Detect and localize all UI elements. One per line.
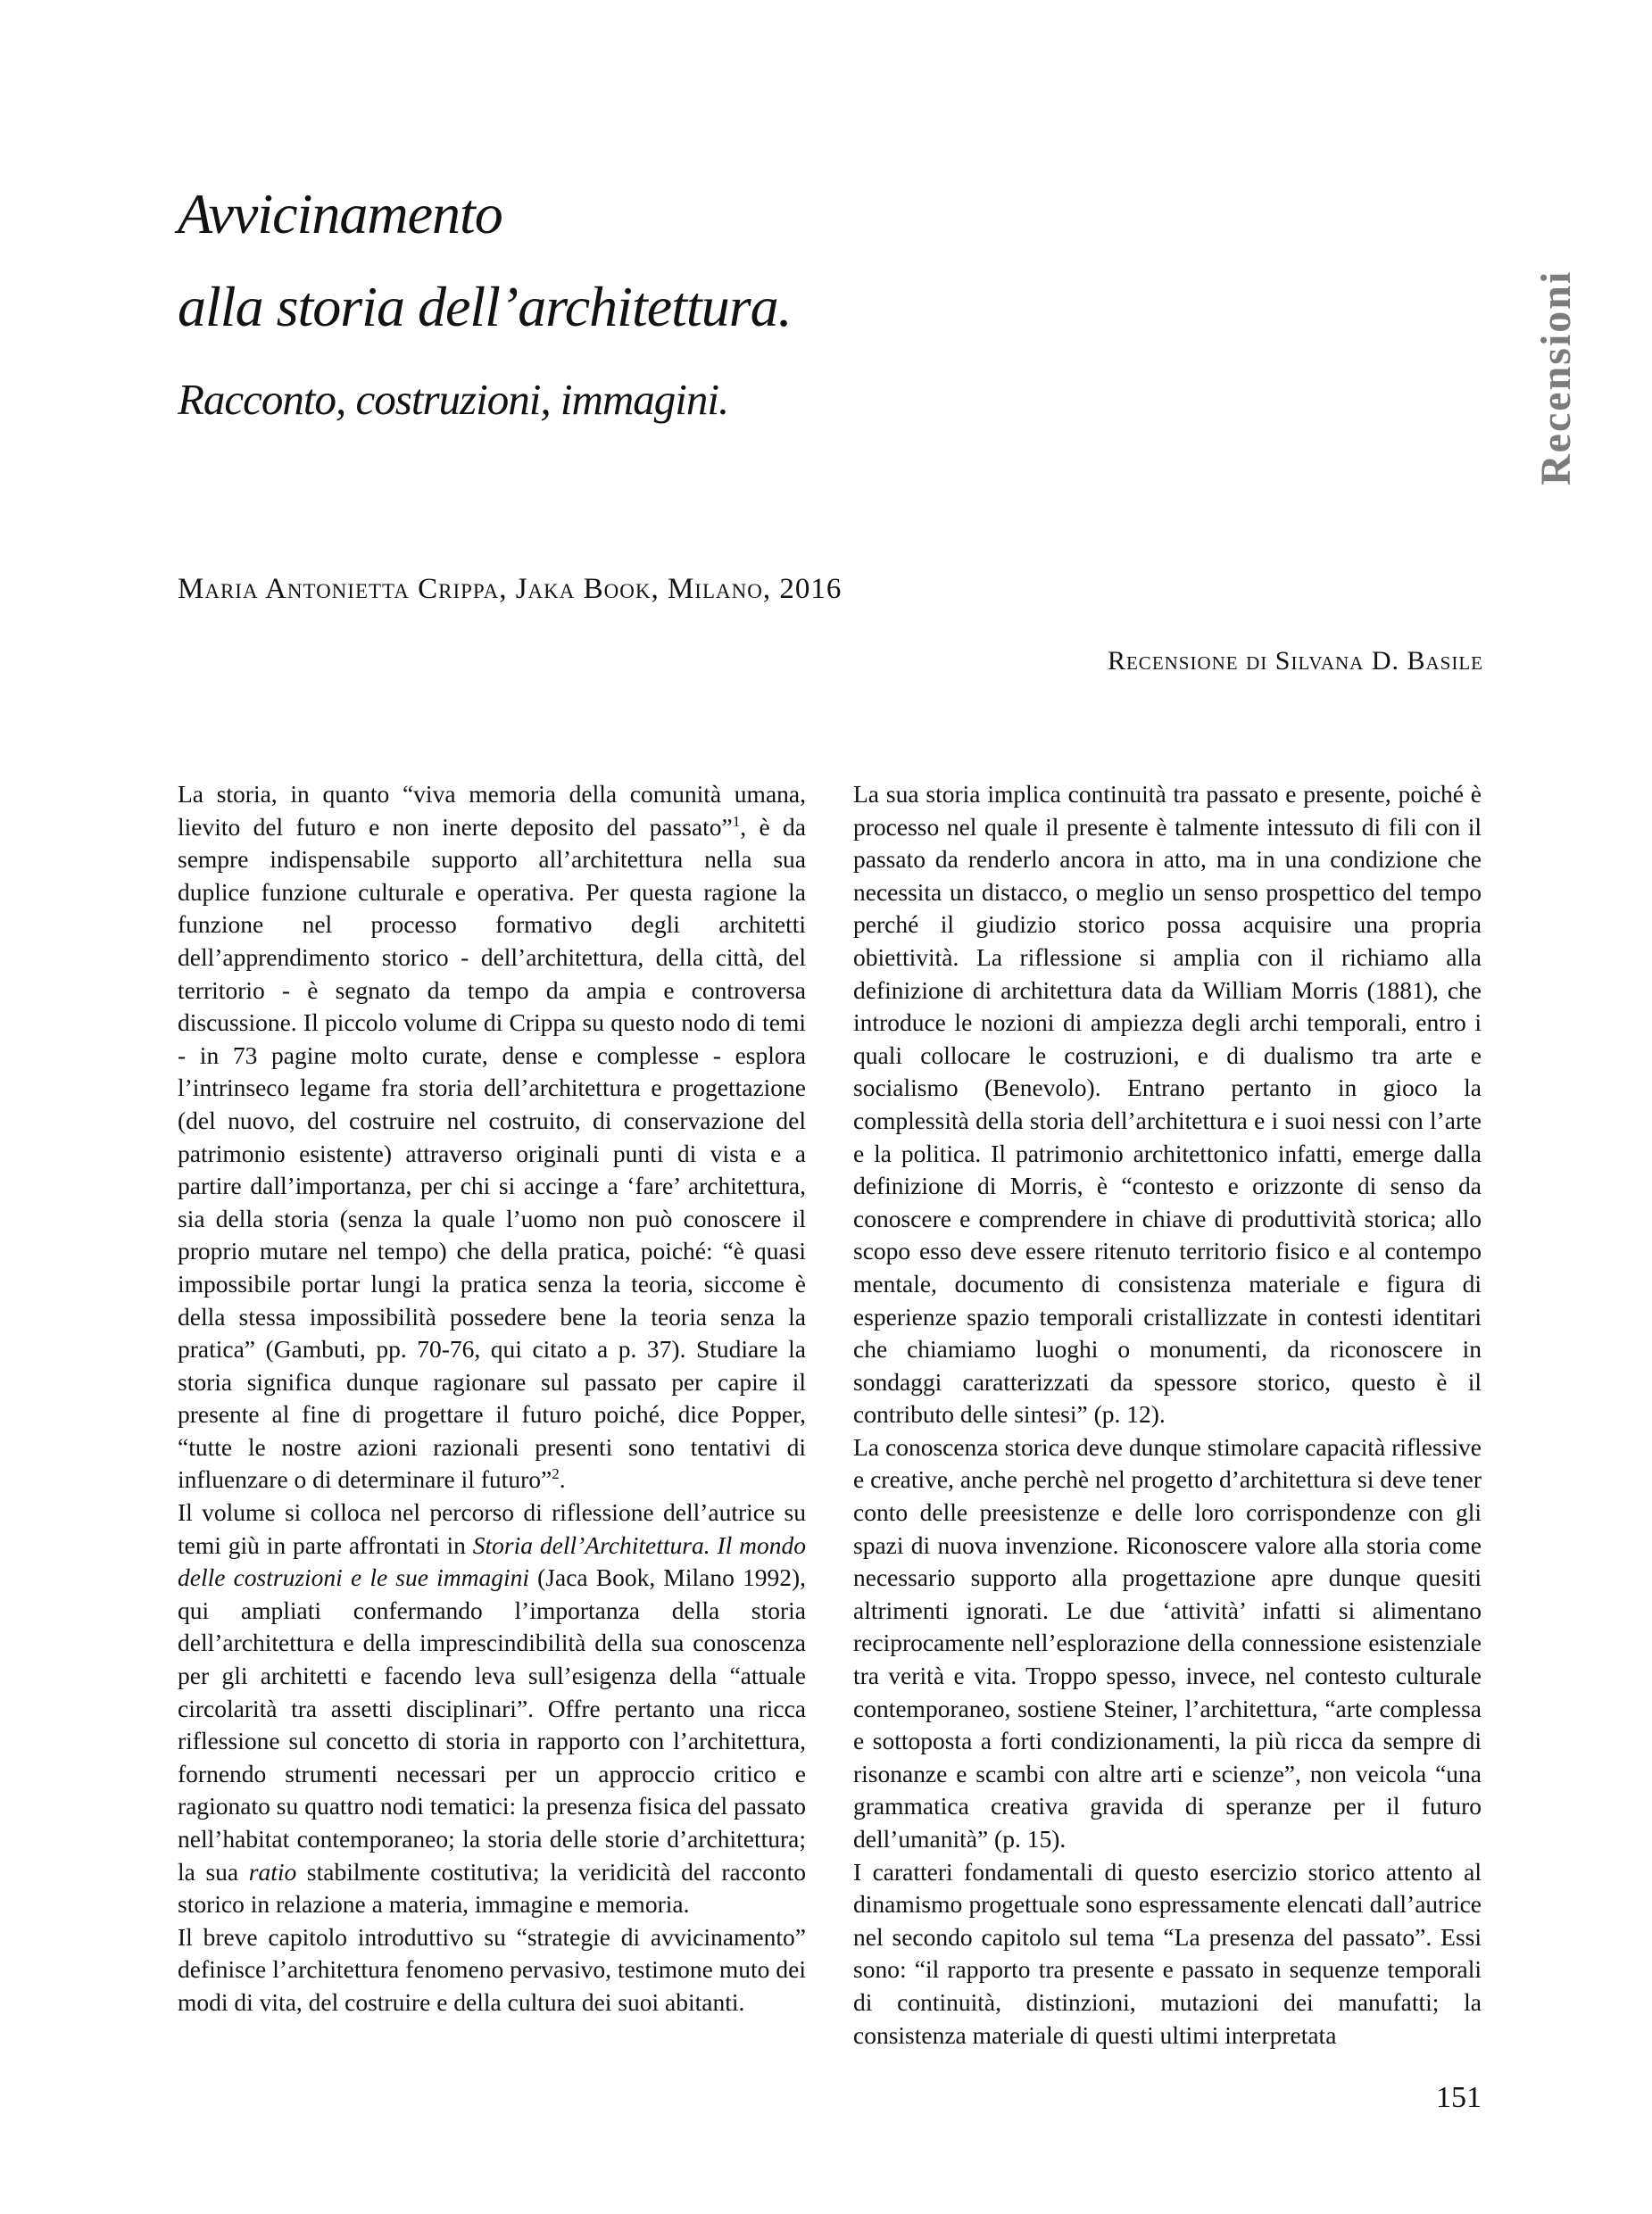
section-label-vertical: Recensioni <box>1532 269 1580 485</box>
text-segment: La storia, in quanto “viva memoria della comunità umana, lievito del futuro e non inerte deposito del passato” <box>178 780 806 841</box>
body-paragraph <box>853 778 1482 1431</box>
footnote-marker: 1 <box>732 812 741 830</box>
book-title-line-1: Avvicinamento <box>178 182 502 245</box>
text-segment: ratio <box>248 1857 297 1886</box>
book-subtitle: Racconto, costruzioni, immagini. <box>178 375 729 424</box>
body-paragraph <box>178 1497 806 1921</box>
text-segment: La sua storia implica continuità tra passato e presente, poiché è processo nel quale il presente è talmente intessuto di fili con il passato da renderlo ancora in atto, ma in una condizione che necessita un distacco, o meglio un senso prospettico del tempo perché il giudizio storico possa acquisire una propria obiettività. La riflessione si amplia con il richiamo alla definizione di architettura data da William Morris (1881), che introduce le nozioni di ampiezza degli archi temporali, entro i quali collocare le costruzioni, e di dualismo tra arte e socialismo (Benevolo). Entrano pertanto in gioco la complessità della storia dell’architettura e i suoi nessi con l’arte e la politica. Il patrimonio architettonico infatti, emerge dalla definizione di Morris, è “contesto e orizzonte di senso da conoscere e comprendere in chiave di produttività storica; allo scopo esso deve essere ritenuto territorio fisico e al contempo mentale, documento di consistenza materiale e figura di esperienze spazio temporali cristallizzate in contesti identitari che chiamiamo luoghi o monumenti, da riconoscere in sondaggi caratterizzati da spessore storico, questo è il contributo delle sintesi” (p. 12). <box>853 780 1482 1429</box>
body-paragraph <box>853 1856 1482 2052</box>
text-segment: stabilmente costitutiva; la veridicità del racconto storico in relazione a materia, immagine e memoria. <box>178 1857 806 1919</box>
text-segment: Storia dell’Architettura. Il mondo delle costruzioni e le sue immagini <box>178 1530 806 1592</box>
text-segment: . <box>559 1465 566 1494</box>
body-paragraph <box>178 778 806 1497</box>
text-segment: , è da sempre indispensabile supporto all’architettura nella sua duplice funzione culturale e operativa. Per questa ragione la funzione nel processo formativo degli architetti dell’apprendimento storico - dell’architettura, della città, del territorio - è segnato da tempo da ampia e controversa discussione. Il piccolo volume di Crippa su questo nodo di temi - in 73 pagine molto curate, dense e complesse - esplora l’intrinseco legame fra storia dell’architettura e progettazione (del nuovo, del costruire nel costruito, di conservazione del patrimonio esistente) attraverso originali punti di vista e a partire dall’importanza, per chi si accinge a ‘fare’ architettura, sia della storia (senza la quale l’uomo non può conoscere il proprio mutare nel tempo) che della pratica, poiché: “è quasi impossibile portar lungi la pratica senza la teoria, siccome è della stessa impossibilità possedere bene la teoria senza la pratica” (Gambuti, pp. 70-76, qui citato a p. 37). Studiare la storia significa dunque ragionare sul passato per capire il presente al fine di progettare il futuro poiché, dice Popper, “tutte le nostre azioni razionali presenti sono tentativi di influenzare o di determinare il futuro” <box>178 812 806 1494</box>
text-segment: Il breve capitolo introduttivo su “strategie di avvicinamento” definisce l’architettura fenomeno pervasivo, testimone muto dei modi di vita, del costruire e della cultura dei suoi abitanti. <box>178 1922 806 2016</box>
book-title-line-2: alla storia dell’architettura. <box>178 275 792 338</box>
body-paragraph <box>178 1921 806 2019</box>
text-segment: (Jaca Book, Milano 1992), qui ampliati confermando l’importanza della storia dell’architettura e della imprescindibilità della sua conoscenza per gli architetti e facendo leva sull’esigenza della “attuale circolarità tra assetti disciplinari”. Offre pertanto una ricca riflessione sul concetto di storia in rapporto con l’architettura, fornendo strumenti necessari per un approccio critico e ragionato su quattro nodi tematici: la presenza fisica del passato nell’habitat contemporaneo; la storia delle storie d’architettura; la sua <box>178 1563 806 1886</box>
right-column <box>853 778 1482 2061</box>
body-paragraph <box>853 1431 1482 1856</box>
left-column <box>178 778 806 2061</box>
text-segment: Il volume si colloca nel percorso di riflessione dell’autrice su temi giù in parte affrontati in <box>178 1498 806 1559</box>
page-title <box>178 168 792 446</box>
text-segment: La conoscenza storica deve dunque stimolare capacità riflessive e creative, anche perchè nel progetto d’architettura si deve tener conto delle preesistenze e delle loro corrispondenze con gli spazi di nuova invenzione. Riconoscere valore alla storia come necessario supporto alla progettazione apre dunque quesiti altrimenti ignorati. Le due ‘attività’ infatti si alimentano reciprocamente nell’esplorazione della connessione esistenziale tra verità e vita. Troppo spesso, invece, nel contesto culturale contemporaneo, sostiene Steiner, l’architettura, “arte complessa e sottoposta a forti condizionamenti, la più ricca da sempre di risonanze e scambi con altre arti e scienze”, non veicola “una grammatica creativa gravida di speranze per il futuro dell’umanità” (p. 15). <box>853 1432 1482 1853</box>
text-segment: I caratteri fondamentali di questo esercizio storico attento al dinamismo progettuale sono espressamente elencati dall’autrice nel secondo capitolo sul tema “La presenza del passato”. Essi sono: “il rapporto tra presente e passato in sequenze temporali di continuità, distinzioni, mutazioni dei manufatti; la consistenza materiale di questi ultimi interpretata <box>853 1857 1482 2049</box>
book-reference: Maria Antonietta Crippa, Jaka Book, Milano, 2016 <box>178 573 843 605</box>
review-byline: Recensione di Silvana D. Basile <box>1107 646 1483 676</box>
page-number: 151 <box>1436 2081 1482 2114</box>
footnote-marker: 2 <box>552 1465 560 1483</box>
body-text-columns <box>178 778 1482 2061</box>
